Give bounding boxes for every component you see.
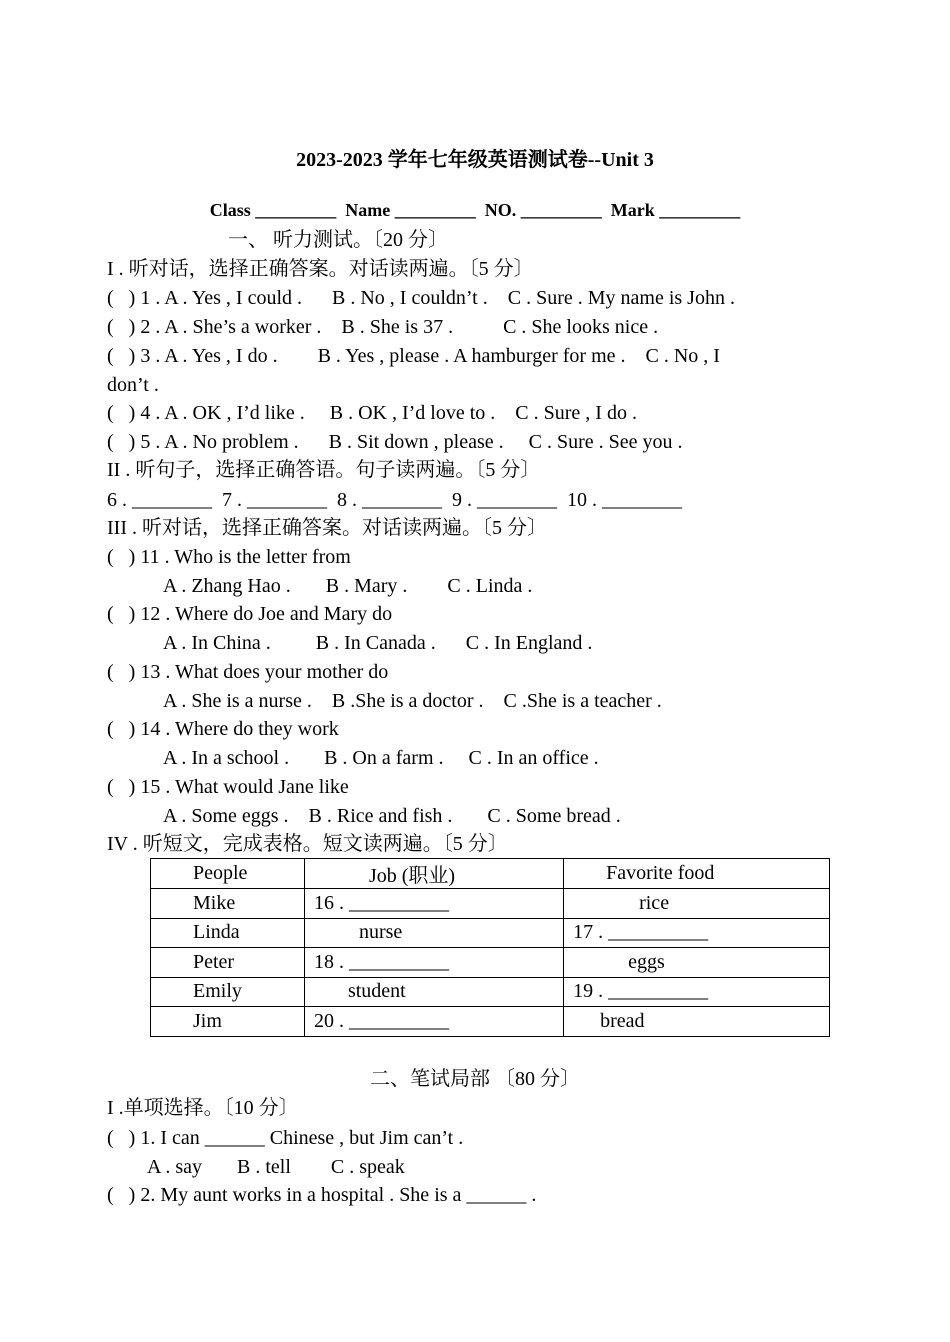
question-11-options: A . Zhang Hao . B . Mary . C . Linda . xyxy=(163,575,533,597)
cell-people: Linda xyxy=(151,918,305,948)
cell-job-blank: 18 . __________ xyxy=(304,948,563,978)
cell-people: Peter xyxy=(151,948,305,978)
written-question-1-options: A . say B . tell C . speak xyxy=(147,1156,405,1178)
question-11: ( ) 11 . Who is the letter from xyxy=(107,546,351,568)
cell-food-blank: 19 . __________ xyxy=(564,977,830,1007)
question-5: ( ) 5 . A . No problem . B . Sit down , please . C . Sure . See you . xyxy=(107,431,683,453)
cell-job-blank: 20 . __________ xyxy=(304,1007,563,1037)
table-row xyxy=(151,889,830,919)
cell-food-blank: 17 . __________ xyxy=(564,918,830,948)
table-row xyxy=(151,918,830,948)
cell-people: Mike xyxy=(151,889,305,919)
part1-heading: 一、 听力测试。〔20 分〕 xyxy=(228,229,448,251)
written-question-2: ( ) 2. My aunt works in a hospital . She is a ______ . xyxy=(107,1184,537,1206)
cell-job-blank: 16 . __________ xyxy=(304,889,563,919)
section2-heading: II . 听句子，选择正确答语。句子读两遍。〔5 分〕 xyxy=(107,459,541,481)
header-favorite-food: Favorite food xyxy=(564,859,830,889)
table-row xyxy=(151,1007,830,1037)
cell-job: student xyxy=(304,977,563,1007)
cell-food: eggs xyxy=(564,948,830,978)
listening-table xyxy=(150,858,830,1037)
question-13-options: A . She is a nurse . B .She is a doctor . C .She is a teacher . xyxy=(163,690,662,712)
cell-people: Jim xyxy=(151,1007,305,1037)
cell-job: nurse xyxy=(304,918,563,948)
exam-title: 2023-2023 学年七年级英语测试卷--Unit 3 xyxy=(296,149,654,171)
question-13: ( ) 13 . What does your mother do xyxy=(107,661,389,683)
question-15-options: A . Some eggs . B . Rice and fish . C . Some bread . xyxy=(163,805,621,827)
table-header-row xyxy=(151,859,830,889)
header-people: People xyxy=(151,859,305,889)
table-row xyxy=(151,977,830,1007)
section3-heading: III . 听对话，选择正确答案。对话读两遍。〔5 分〕 xyxy=(107,517,547,539)
student-info-line: Class _________ Name _________ NO. _________ Mark _________ xyxy=(209,200,741,220)
section4-heading: IV . 听短文，完成表格。短文读两遍。〔5 分〕 xyxy=(107,833,508,855)
written-question-1: ( ) 1. I can ______ Chinese , but Jim can’t . xyxy=(107,1127,464,1149)
part2-heading: 二、笔试局部 〔80 分〕 xyxy=(370,1068,580,1090)
question-14-options: A . In a school . B . On a farm . C . In an office . xyxy=(163,747,599,769)
section1-heading: I . 听对话，选择正确答案。对话读两遍。〔5 分〕 xyxy=(107,258,534,280)
question-3-continued: don’t . xyxy=(107,374,159,396)
cell-food: bread xyxy=(564,1007,830,1037)
question-3: ( ) 3 . A . Yes , I do . B . Yes , please . A hamburger for me . C . No , I xyxy=(107,345,720,367)
question-12-options: A . In China . B . In Canada . C . In England . xyxy=(163,632,593,654)
question-14: ( ) 14 . Where do they work xyxy=(107,718,339,740)
table-row xyxy=(151,948,830,978)
cell-food: rice xyxy=(564,889,830,919)
question-15: ( ) 15 . What would Jane like xyxy=(107,776,349,798)
question-2: ( ) 2 . A . She’s a worker . B . She is 37 . C . She looks nice . xyxy=(107,316,659,338)
header-job: Job (职业) xyxy=(304,859,563,889)
written-section-heading: I .单项选择。〔10 分〕 xyxy=(107,1097,299,1119)
question-4: ( ) 4 . A . OK , I’d like . B . OK , I’d love to . C . Sure , I do . xyxy=(107,402,637,424)
question-12: ( ) 12 . Where do Joe and Mary do xyxy=(107,603,393,625)
cell-people: Emily xyxy=(151,977,305,1007)
question-1: ( ) 1 . A . Yes , I could . B . No , I couldn’t . C . Sure . My name is John . xyxy=(107,287,735,309)
section2-blanks: 6 . ________ 7 . ________ 8 . ________ 9 . ________ 10 . ________ xyxy=(107,489,682,511)
